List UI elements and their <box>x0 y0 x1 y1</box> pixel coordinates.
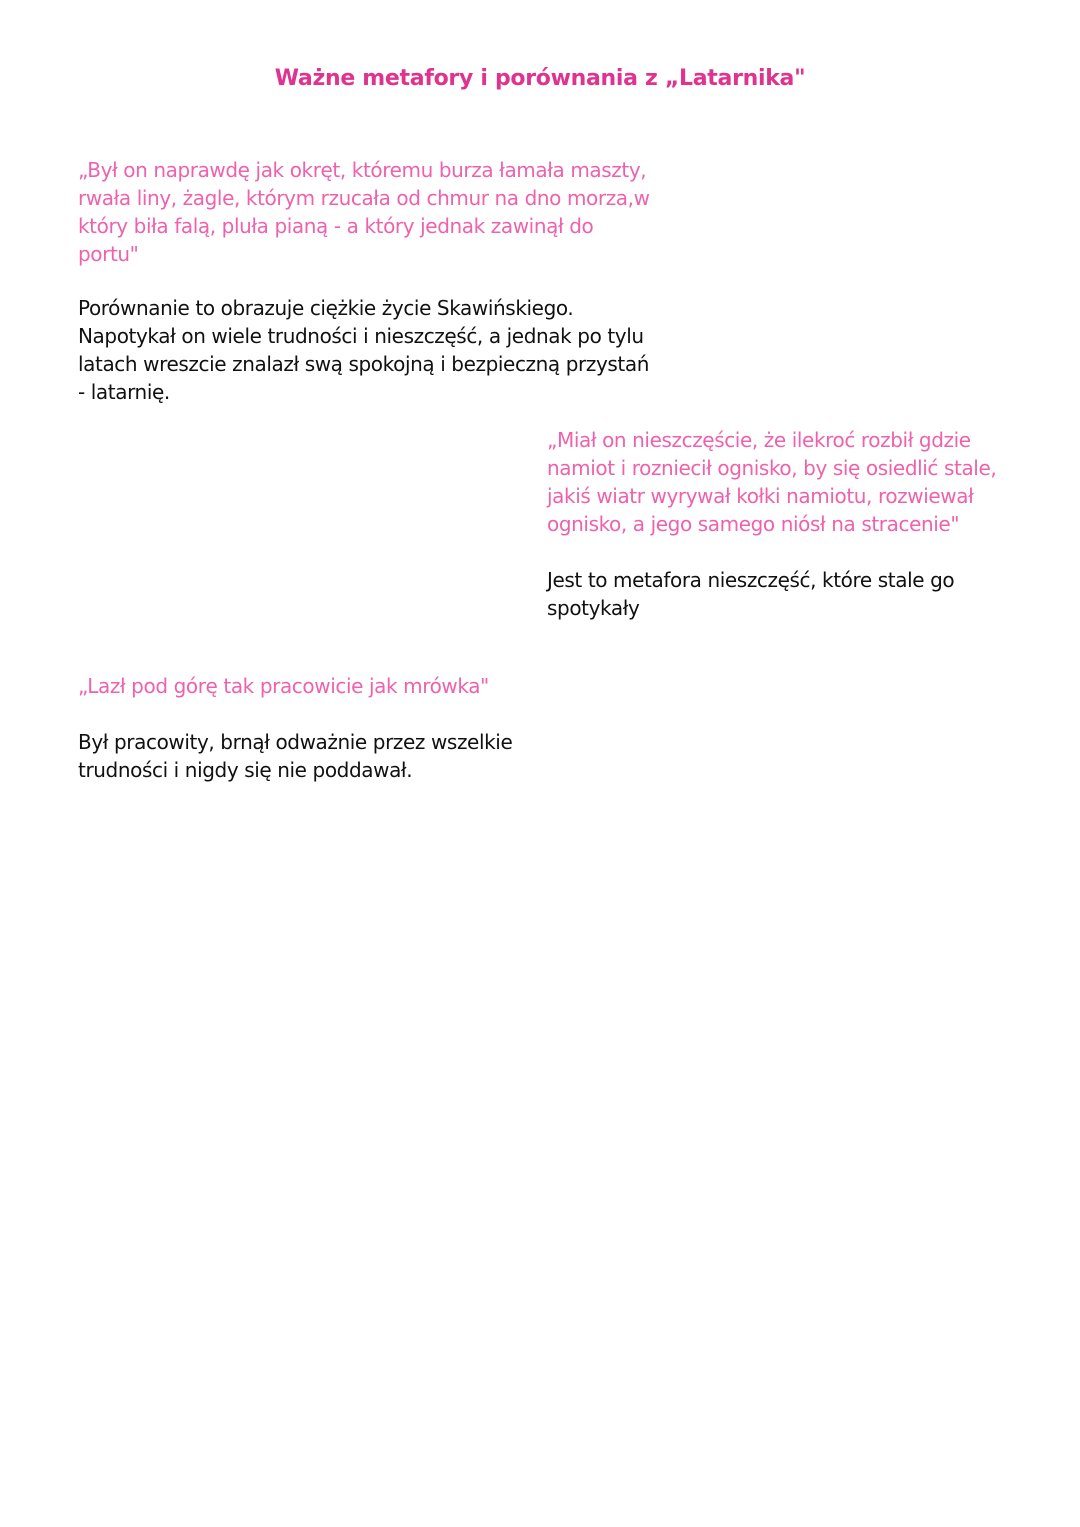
comment-line: Był pracowity, brnął odważnie przez wszelkie <box>78 730 513 754</box>
comment-line: - latarnię. <box>78 380 170 404</box>
quote-line: który biła falą, pluła pianą - a który jednak zawinął do <box>78 214 594 238</box>
quote-line: „Był on naprawdę jak okręt, któremu burza łamała maszty, <box>78 158 647 182</box>
quote-okret <box>78 156 650 268</box>
quote-line: rwała liny, żagle, którym rzucała od chmur na dno morza,w <box>78 186 650 210</box>
comment-line: trudności i nigdy się nie poddawał. <box>78 758 413 782</box>
quote-mrowka <box>78 672 518 700</box>
quote-line: jakiś wiatr wyrywał kołki namiotu, rozwiewał <box>547 484 974 508</box>
comment-okret <box>78 294 649 406</box>
quote-line: ognisko, a jego samego niósł na stracenie" <box>547 512 960 536</box>
comment-line: spotykały <box>547 596 640 620</box>
quote-line: „Miał on nieszczęście, że ilekroć rozbił gdzie <box>547 428 971 452</box>
comment-line: Jest to metafora nieszczęść, które stale go <box>547 568 955 592</box>
page-title: Ważne metafory i porównania z „Latarnika" <box>274 66 806 91</box>
comment-line: latach wreszcie znalazł swą spokojną i bezpieczną przystań <box>78 352 649 376</box>
comment-line: Napotykał on wiele trudności i nieszczęść, a jednak po tylu <box>78 324 644 348</box>
comment-line: Porównanie to obrazuje ciężkie życie Skawińskiego. <box>78 296 574 320</box>
quote-nieszczescie <box>547 426 997 538</box>
quote-line: „Lazł pod górę tak pracowicie jak mrówka" <box>78 674 489 698</box>
quote-line: namiot i rozniecił ognisko, by się osiedlić stale, <box>547 456 997 480</box>
comment-mrowka <box>78 728 518 784</box>
comment-nieszczescie <box>547 566 987 622</box>
quote-line: portu" <box>78 242 139 266</box>
